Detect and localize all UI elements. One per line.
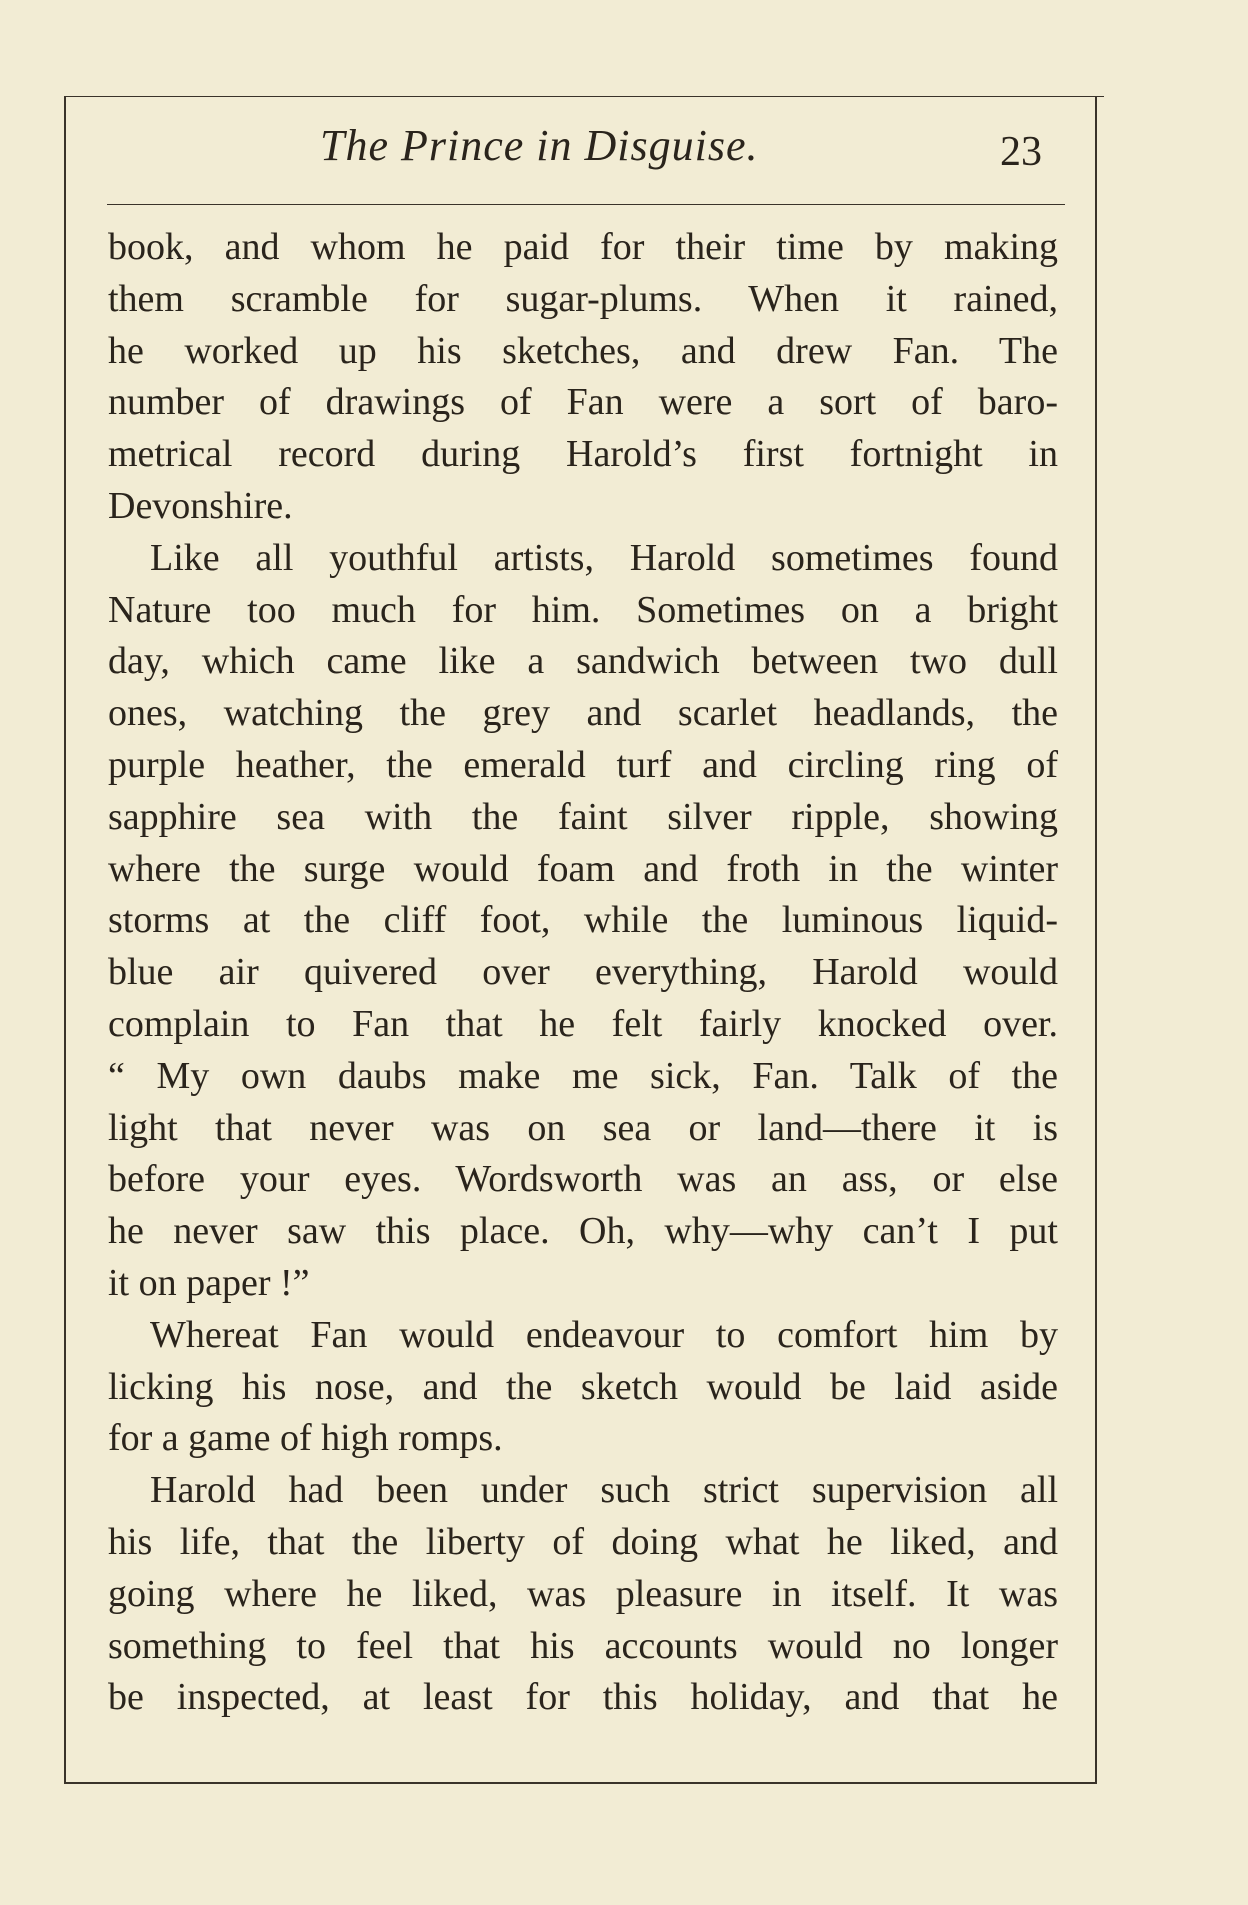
- text-line: day, which came like a sandwich between two dull: [108, 640, 1058, 683]
- text-line: storms at the cliff foot, while the luminous liquid-: [108, 899, 1058, 942]
- text-line: purple heather, the emerald turf and circling ring of: [108, 743, 1058, 786]
- text-line: something to feel that his accounts would no longer: [108, 1624, 1058, 1667]
- text-line: where the surge would foam and froth in the winter: [108, 847, 1058, 890]
- text-line: Nature too much for him. Sometimes on a bright: [108, 588, 1058, 631]
- text-line: complain to Fan that he felt fairly knocked over.: [108, 1002, 1058, 1045]
- text-line: blue air quivered over everything, Harold would: [108, 951, 1058, 994]
- text-line: book, and whom he paid for their time by making: [108, 226, 1058, 268]
- text-line: his life, that the liberty of doing what he liked, and: [108, 1520, 1058, 1563]
- text-line: Whereat Fan would endeavour to comfort him by: [150, 1313, 1058, 1356]
- text-line: sapphire sea with the faint silver ripple, showing: [108, 795, 1058, 838]
- text-line: “ My own daubs make me sick, Fan. Talk of the: [108, 1054, 1058, 1097]
- text-line: it on paper !”: [108, 1261, 310, 1304]
- text-line: before your eyes. Wordsworth was an ass, or else: [108, 1158, 1058, 1201]
- text-line: he never saw this place. Oh, why—why can’t I put: [108, 1210, 1058, 1253]
- text-line: metrical record during Harold’s first fortnight in: [108, 433, 1058, 476]
- text-line: ones, watching the grey and scarlet headlands, the: [108, 692, 1058, 735]
- page-number: 23: [1000, 129, 1042, 175]
- text-line: Like all youthful artists, Harold sometimes found: [150, 536, 1058, 579]
- running-title: The Prince in Disguise.: [320, 121, 759, 170]
- header-rule: [107, 204, 1065, 205]
- text-line: number of drawings of Fan were a sort of baro-: [108, 381, 1058, 424]
- text-line: Devonshire.: [108, 484, 293, 527]
- text-line: be inspected, at least for this holiday, and that he: [108, 1676, 1058, 1719]
- body-text: [108, 222, 1058, 1724]
- text-line: Harold had been under such strict supervision all: [150, 1469, 1058, 1512]
- text-line: them scramble for sugar-plums. When it rained,: [108, 277, 1058, 320]
- text-line: licking his nose, and the sketch would be laid aside: [108, 1365, 1058, 1408]
- text-line: light that never was on sea or land—there it is: [108, 1106, 1058, 1149]
- text-line: he worked up his sketches, and drew Fan. The: [108, 329, 1058, 372]
- text-line: for a game of high romps.: [108, 1417, 503, 1460]
- text-line: going where he liked, was pleasure in itself. It was: [108, 1572, 1058, 1615]
